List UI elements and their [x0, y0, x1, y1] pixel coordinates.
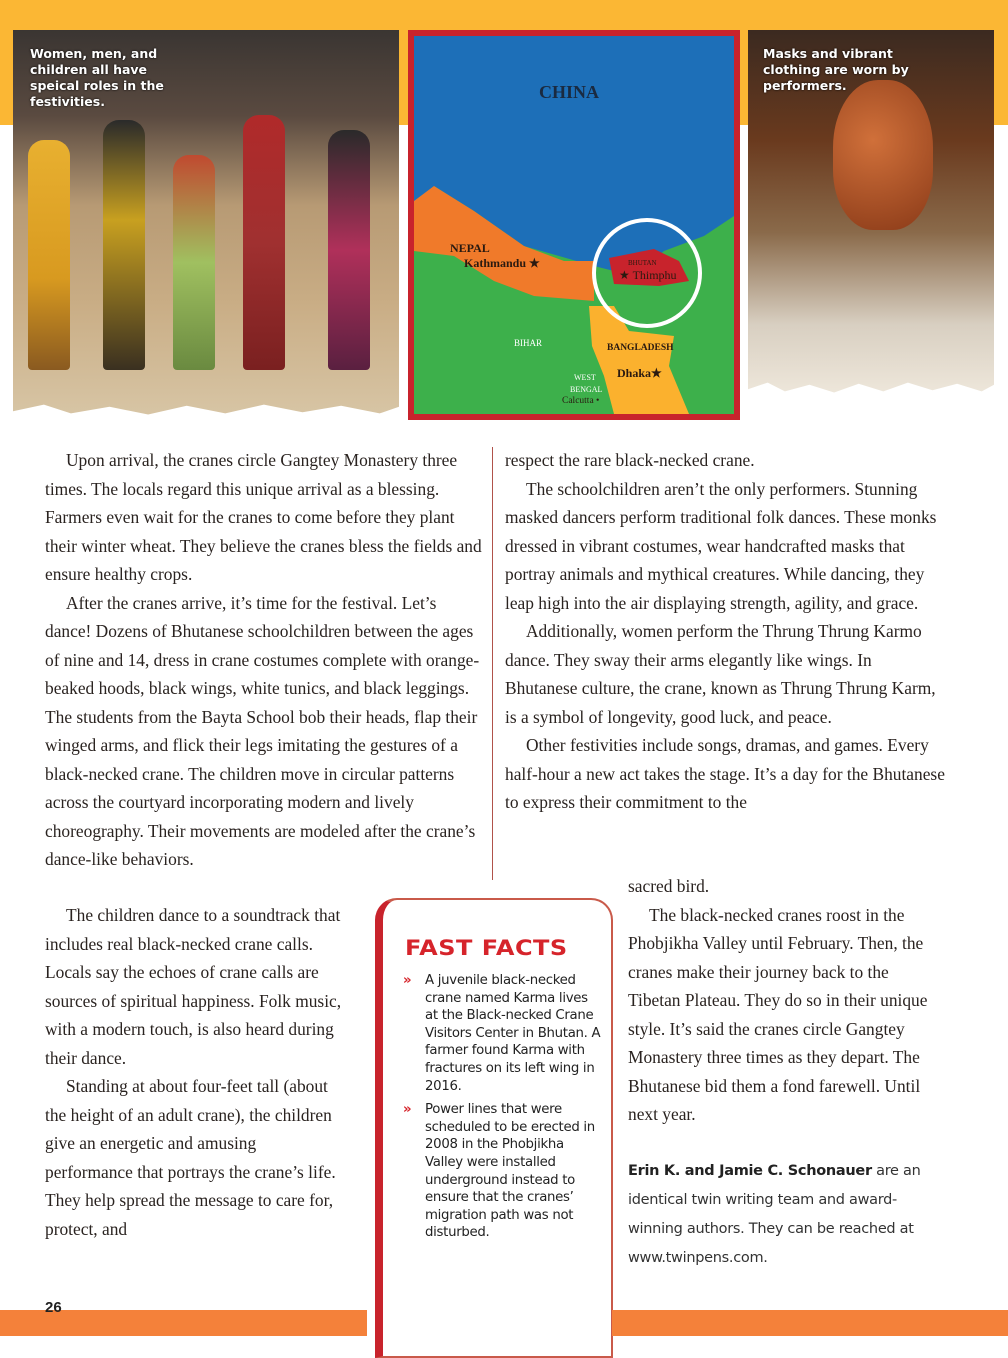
article-paragraph: The black-necked cranes roost in the Phobjikha Valley until February. Then, the cranes make their journey back to the Tibetan Plateau. They do so in their unique style. It’s said the cranes circle Gangtey Monastery three times as they depart. The Bhutanese bid them a fond farewell. Until next year. [628, 904, 928, 1124]
page-number: 26 [45, 1299, 62, 1316]
torn-edge [748, 376, 994, 398]
author-bio-text: are an identical twin writing team and award-winning authors. They can be reached at www.twinpens.com. [628, 1163, 921, 1266]
article-paragraph: Upon arrival, the cranes circle Gangtey Monastery three times. The locals regard this unique arrival as a blessing. Farmers even wait for the cranes to come before they plant their winter wheat. They believe the cranes bless the fields and ensure healthy crops. [45, 450, 482, 584]
map-label-calcutta: Calcutta • [562, 396, 600, 406]
dancer-figure [173, 155, 215, 370]
map-label-china: CHINA [539, 82, 600, 102]
article-paragraph: Standing at about four-feet tall (about the height of an adult crane), the children give an energetic and amusing performance that portrays the crane’s life. They help spread the message to care for, protect, and [45, 1076, 336, 1239]
dancer-figure [28, 140, 70, 370]
calcutta-text: Calcutta [562, 396, 594, 406]
article-column-right-top [505, 446, 945, 817]
photo-caption-right: Masks and vibrant clothing are worn by performers. [763, 46, 909, 93]
article-paragraph: sacred bird. [628, 876, 710, 896]
article-paragraph: The schoolchildren aren’t the only performers. Stunning masked dancers perform traditional folk dances. These monks dressed in vibrant costumes, wear handcrafted masks that portray animals and mythical creatures. While dancing, they leap high into the air displaying strength, agility, and grace. [505, 478, 937, 613]
fast-facts-list [403, 972, 603, 1248]
fast-fact-item [403, 1101, 603, 1242]
article-column-right-bottom [628, 872, 943, 1129]
map-label-bhutan: BHUTAN [628, 259, 657, 267]
capital-star-icon: ★ [529, 256, 540, 270]
map-label-bengal: BENGAL [570, 385, 603, 394]
column-divider [492, 447, 493, 880]
chevron-bullet-icon: » [403, 973, 412, 988]
chevron-bullet-icon: » [403, 1102, 412, 1118]
fast-facts-title: FAST FACTS [405, 935, 568, 961]
fast-fact-text: A juvenile black-necked crane named Karma lives at the Black-necked Crane Visitors Center in Bhutan. A farmer found Karma with fractures on its left wing in 2016. [425, 973, 601, 1094]
mask-figure [833, 80, 933, 230]
photo-caption-left: Women, men, and children all have speical roles in the festivities. [30, 46, 164, 109]
fast-facts-box [375, 898, 613, 1358]
map-label-thimphu [619, 268, 677, 283]
dancer-figure [103, 120, 145, 370]
footer-band-right [612, 1310, 1008, 1336]
fast-fact-item [403, 972, 603, 1095]
dancer-figure [243, 115, 285, 370]
map-label-bihar: BIHAR [514, 338, 543, 348]
article-paragraph: respect the rare black-necked crane. [505, 450, 755, 470]
map-label-dhaka [617, 366, 662, 381]
region-map [408, 30, 740, 420]
map-label-west: WEST [574, 373, 596, 382]
capital-star-icon: ★ [651, 366, 662, 380]
article-paragraph: After the cranes arrive, it’s time for the festival. Let’s dance! Dozens of Bhutanese schoolchildren between the ages of nine and 14, dress in crane costumes complete with orange-beaked hoods, black wings, white tunics, and black leggings. The students from the Bayta School bob their heads, flap their winged arms, and flick their legs imitating the gestures of a black-necked crane. The children move in circular patterns across the courtyard incorporating modern and lively choreography. Their movements are modeled after the crane’s dance-like behaviors. [45, 592, 480, 869]
article-column-left-top [45, 446, 482, 874]
author-names: Erin K. and Jamie C. Schonauer [628, 1163, 872, 1179]
map-label-kathmandu [464, 256, 540, 271]
dhaka-text: Dhaka [617, 366, 652, 380]
article-paragraph: The children dance to a soundtrack that includes real black-necked crane calls. Locals say the echoes of crane calls are sources of spiritual happiness. Folk music, with a modern touch, is also heard during their dance. [45, 905, 342, 1068]
capital-star-icon: ★ [619, 268, 630, 282]
dancers-photo [13, 30, 399, 420]
dancer-figure [328, 130, 370, 370]
torn-edge [13, 398, 399, 420]
map-label-bangladesh: BANGLADESH [607, 343, 674, 353]
kathmandu-text: Kathmandu [464, 256, 527, 270]
article-column-left-bottom [45, 901, 345, 1243]
author-bio [628, 1157, 928, 1273]
thimphu-text: Thimphu [632, 268, 677, 282]
masked-performer-photo [748, 30, 994, 398]
article-paragraph: Other festivities include songs, dramas, and games. Every half-hour a new act takes the stage. It’s a day for the Bhutanese to express their commitment to the [505, 735, 945, 812]
fast-fact-text: Power lines that were scheduled to be erected in 2008 in the Phobjikha Valley were installed underground instead to ensure that the cranes’ migration path was not disturbed. [425, 1102, 595, 1241]
article-paragraph: Additionally, women perform the Thrung Thrung Karmo dance. They sway their arms elegantly like wings. In Bhutanese culture, the crane, known as Thrung Thrung Karm, is a symbol of longevity, good luck, and peace. [505, 621, 936, 727]
map-label-nepal: NEPAL [450, 241, 490, 255]
